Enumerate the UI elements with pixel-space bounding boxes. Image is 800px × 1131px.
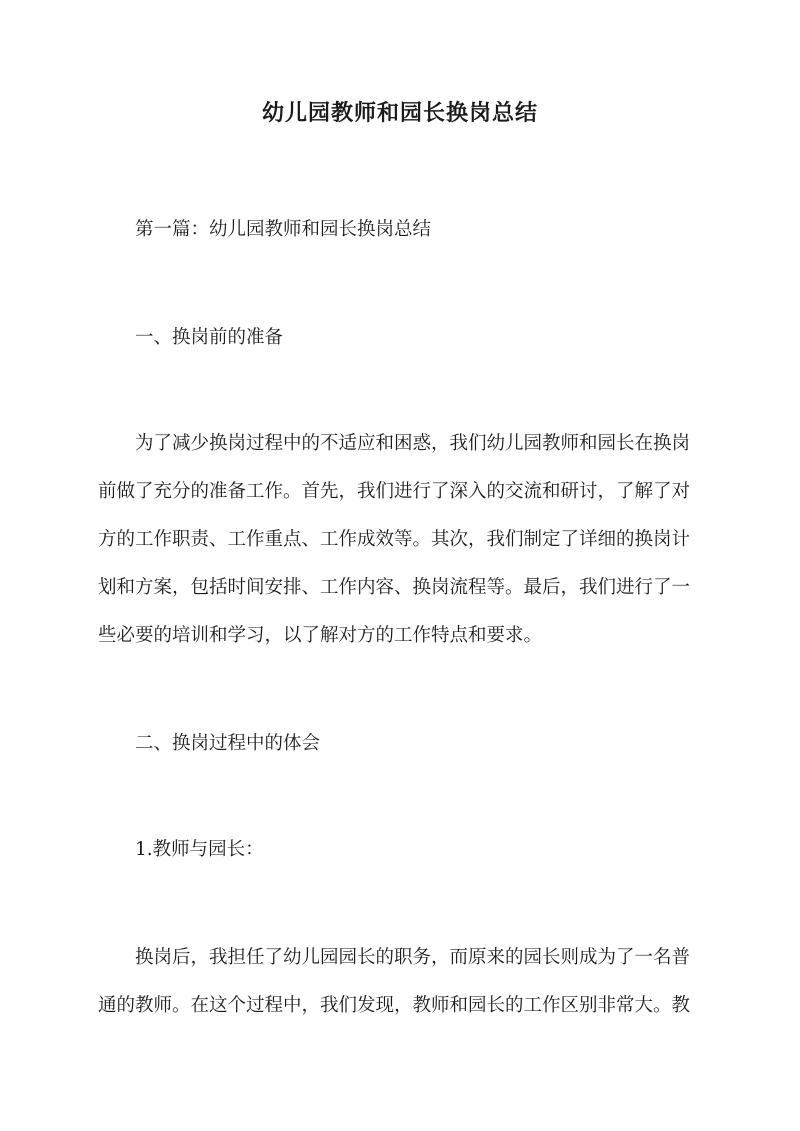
section-heading-text: 一、换岗前的准备: [135, 327, 284, 348]
paragraph-line: 方的工作职责、工作重点、工作成效等。其次，我们制定了详细的换岗计: [98, 529, 691, 550]
paragraph-line: 划和方案，包括时间安排、工作内容、换岗流程等。最后，我们进行了一: [98, 577, 691, 598]
paragraph-experience: [98, 934, 702, 1030]
document-subtitle: [98, 206, 702, 254]
paragraph-line: 通的教师。在这个过程中，我们发现，教师和园长的工作区别非常大。教: [98, 995, 691, 1016]
section-heading-text: 二、换岗过程中的体会: [135, 733, 321, 754]
subsection-heading-teacher-principal: [98, 826, 702, 874]
section-heading-preparation: [98, 314, 702, 362]
paragraph-line: 为了减少换岗过程中的不适应和困惑，我们幼儿园教师和园长在换岗: [135, 433, 691, 454]
paragraph-preparation: [98, 420, 702, 660]
subsection-heading-text: 1.教师与园长：: [135, 839, 264, 860]
paragraph-line: 换岗后，我担任了幼儿园园长的职务，而原来的园长则成为了一名普: [135, 947, 691, 968]
subtitle-text: 第一篇：幼儿园教师和园长换岗总结: [135, 219, 432, 240]
section-heading-experience: [98, 720, 702, 768]
paragraph-line: 些必要的培训和学习，以了解对方的工作特点和要求。: [98, 625, 543, 646]
paragraph-line: 前做了充分的准备工作。首先，我们进行了深入的交流和研讨，了解了对: [98, 481, 691, 502]
document-title: 幼儿园教师和园长换岗总结: [261, 100, 538, 126]
